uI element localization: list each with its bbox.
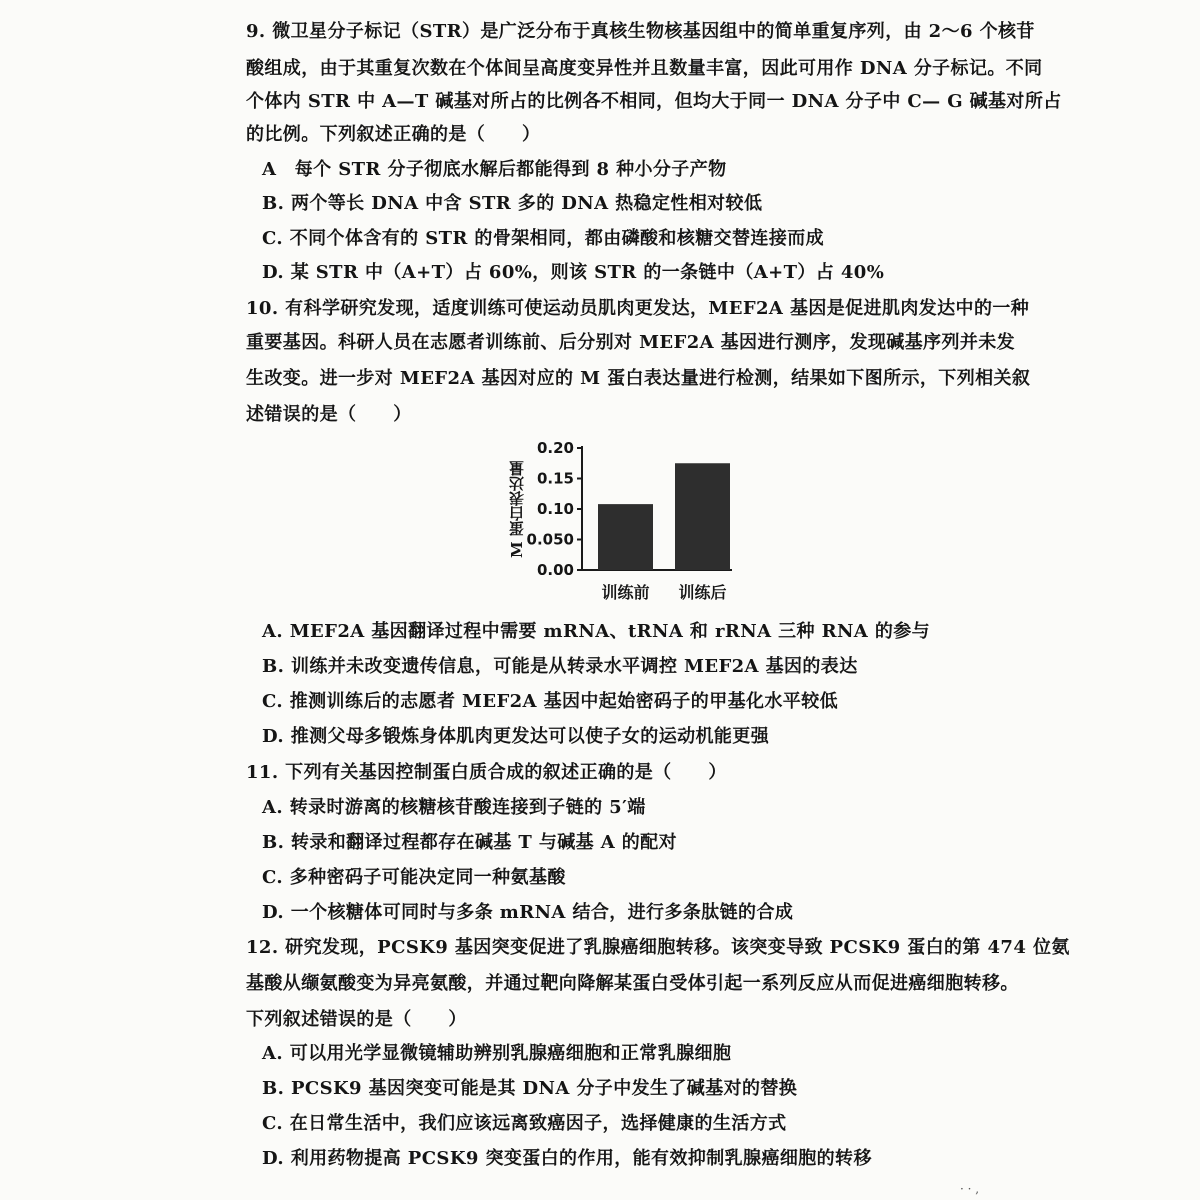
question-10-option-d: D. 推测父母多锻炼身体肌肉更发达可以使子女的运动机能更强 xyxy=(262,726,770,747)
question-9-line-3: 个体内 STR 中 A—T 碱基对所占的比例各不相同，但均大于同一 DNA 分子中 C— G 碱基对所占 xyxy=(246,91,1062,112)
question-10-option-b: B. 训练并未改变遗传信息，可能是从转录水平调控 MEF2A 基因的表达 xyxy=(262,656,858,677)
question-10-option-a: A. MEF2A 基因翻译过程中需要 mRNA、tRNA 和 rRNA 三种 RNA 的参与 xyxy=(262,621,931,642)
question-12-line-3: 下列叙述错误的是（ ） xyxy=(246,1009,467,1030)
chart-y-axis-title: M 蛋白表达量 xyxy=(508,461,526,559)
question-12-option-b: B. PCSK9 基因突变可能是其 DNA 分子中发生了碱基对的替换 xyxy=(262,1078,798,1099)
question-10-line-4: 述错误的是（ ） xyxy=(246,404,412,425)
question-12-line-1: 12. 研究发现，PCSK9 基因突变促进了乳腺癌细胞转移。该突变导致 PCSK9 蛋白的第 474 位氨 xyxy=(246,937,1070,958)
question-9-option-d: D. 某 STR 中（A+T）占 60%，则该 STR 的一条链中（A+T）占 40% xyxy=(262,262,885,283)
page-corner-mark: · · , xyxy=(960,1182,980,1196)
question-12-option-a: A. 可以用光学显微镜辅助辨别乳腺癌细胞和正常乳腺细胞 xyxy=(262,1043,732,1064)
question-9-line-1: 9. 微卫星分子标记（STR）是广泛分布于真核生物核基因组中的简单重复序列，由 2～6 个核苷 xyxy=(246,21,1035,42)
question-11-line-1: 11. 下列有关基因控制蛋白质合成的叙述正确的是（ ） xyxy=(246,762,727,783)
question-11-option-b: B. 转录和翻译过程都存在碱基 T 与碱基 A 的配对 xyxy=(262,832,677,853)
question-12-option-d: D. 利用药物提高 PCSK9 突变蛋白的作用，能有效抑制乳腺癌细胞的转移 xyxy=(262,1148,872,1169)
chart-x-tick-label: 训练前 xyxy=(601,583,650,602)
chart-y-tick-label: 0.15 xyxy=(536,469,574,488)
chart-y-tick-label: 0.00 xyxy=(536,561,574,579)
question-11-option-c: C. 多种密码子可能决定同一种氨基酸 xyxy=(262,867,566,888)
chart-bar xyxy=(675,463,730,570)
chart-y-tick-label: 0.050 xyxy=(526,530,574,549)
question-9-line-2: 酸组成，由于其重复次数在个体间呈高度变异性并且数量丰富，因此可用作 DNA 分子标记。不同 xyxy=(246,58,1043,79)
question-11-option-d: D. 一个核糖体可同时与多条 mRNA 结合，进行多条肽链的合成 xyxy=(262,902,794,923)
chart-bar xyxy=(598,504,653,570)
question-10-line-3: 生改变。进一步对 MEF2A 基因对应的 M 蛋白表达量进行检测，结果如下图所示，下列相关叙 xyxy=(246,368,1031,389)
question-9-line-4: 的比例。下列叙述正确的是（ ） xyxy=(246,124,541,145)
question-10-line-2: 重要基因。科研人员在志愿者训练前、后分别对 MEF2A 基因进行测序，发现碱基序列并未发 xyxy=(246,332,1016,353)
bar-chart-svg xyxy=(500,432,760,612)
question-9-option-c: C. 不同个体含有的 STR 的骨架相同，都由磷酸和核糖交替连接而成 xyxy=(262,228,825,249)
question-9-option-a: A 每个 STR 分子彻底水解后都能得到 8 种小分子产物 xyxy=(262,159,727,180)
chart-x-tick-label: 训练后 xyxy=(678,583,727,602)
question-10-line-1: 10. 有科学研究发现，适度训练可使运动员肌肉更发达，MEF2A 基因是促进肌肉发达中的一种 xyxy=(246,298,1030,319)
bar-chart xyxy=(500,432,760,612)
question-12-line-2: 基酸从缬氨酸变为异亮氨酸，并通过靶向降解某蛋白受体引起一系列反应从而促进癌细胞转移。 xyxy=(246,973,1019,994)
chart-y-tick-label: 0.10 xyxy=(536,500,574,518)
question-9-option-b: B. 两个等长 DNA 中含 STR 多的 DNA 热稳定性相对较低 xyxy=(262,193,763,214)
chart-y-tick-label: 0.20 xyxy=(536,439,574,457)
question-12-option-c: C. 在日常生活中，我们应该远离致癌因子，选择健康的生活方式 xyxy=(262,1113,787,1134)
question-11-option-a: A. 转录时游离的核糖核苷酸连接到子链的 5′端 xyxy=(262,797,646,818)
question-10-option-c: C. 推测训练后的志愿者 MEF2A 基因中起始密码子的甲基化水平较低 xyxy=(262,691,838,712)
